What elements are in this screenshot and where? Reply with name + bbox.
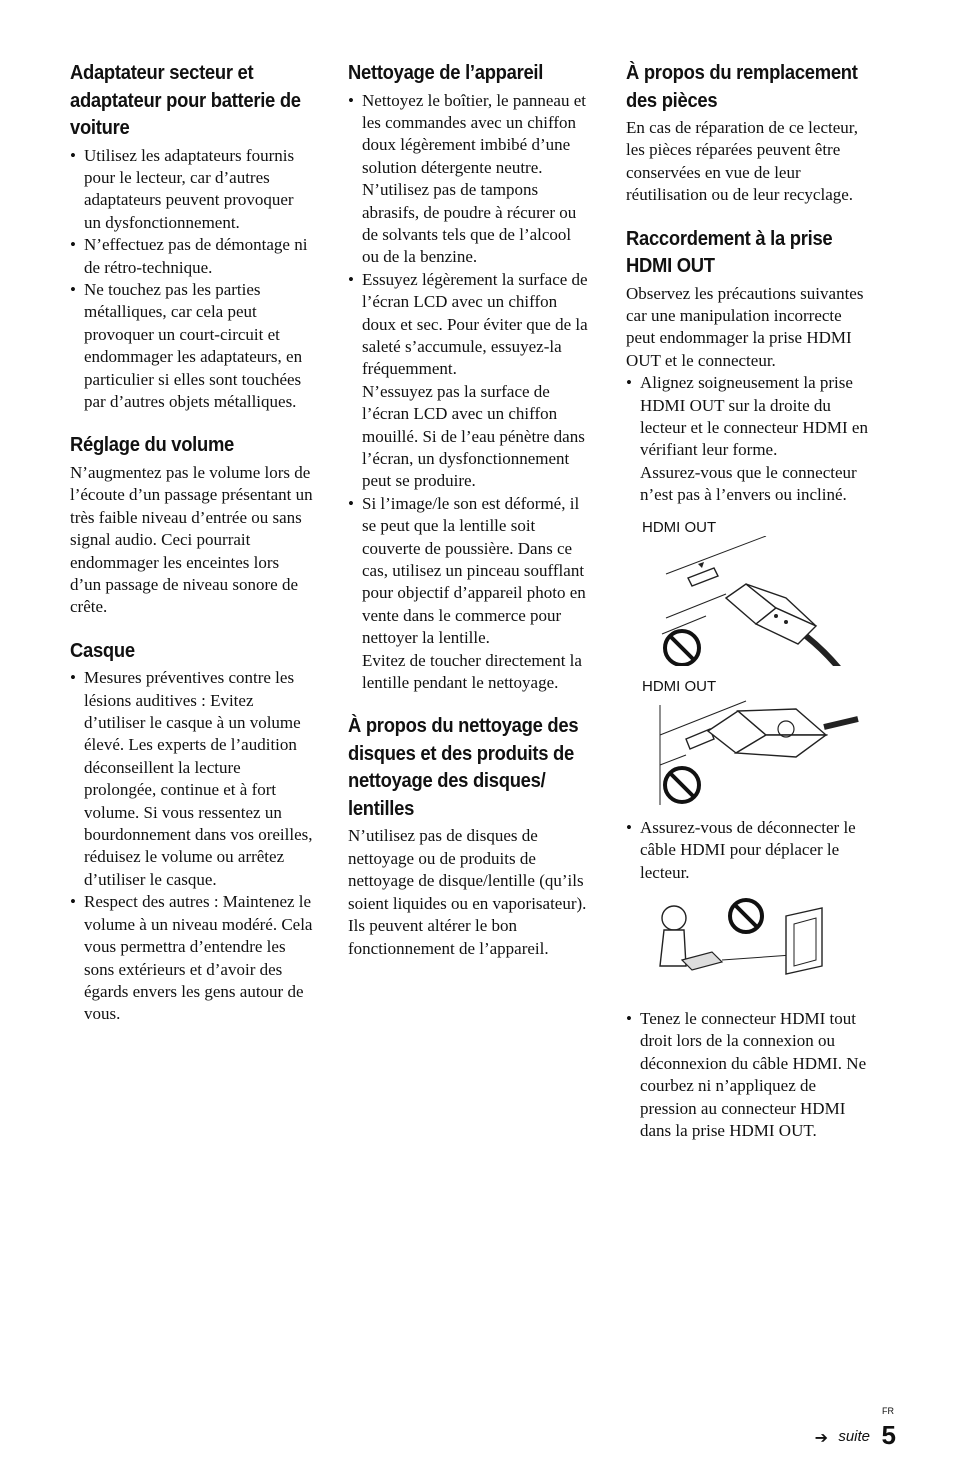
person-moving-player-illustration <box>626 896 866 996</box>
hdmi-out-label: HDMI OUT <box>642 677 717 695</box>
column-1 <box>70 60 314 1045</box>
heading-power-adapter: Adaptateur secteur et adaptateur pour batterie de voiture <box>70 62 301 139</box>
page-footer <box>776 1398 896 1458</box>
section-power-adapter <box>70 60 314 413</box>
list-item: • Nettoyez le boîtier, le panneau et les commandes avec un chiffon doux légèrement imbibé d’une solution détergente neutre. N’utilisez pas de tampons abrasifs, de poudre à récurer ou de solvants tels que de l’alcool ou de la benzine. <box>348 90 592 269</box>
prohibited-icon <box>730 900 762 932</box>
hdmi-connector-illustration <box>626 695 866 805</box>
continued-label: suite <box>838 1428 870 1445</box>
list-item: • Ne touchez pas les parties métalliques, car cela peut provoquer un court-circuit et endommager les adaptateurs, en particulier si elles sont touchées par d’autres objets métalliques. <box>70 279 314 413</box>
heading-disc-cleaning: À propos du nettoyage des disques et des produits de nettoyage des disques/ lentilles <box>348 715 579 820</box>
heading-headphones: Casque <box>70 639 135 662</box>
section-disc-cleaning <box>348 713 592 959</box>
column-3 <box>626 60 870 1161</box>
prohibited-icon <box>665 631 699 665</box>
column-2 <box>348 60 592 979</box>
heading-cleaning: Nettoyage de l’appareil <box>348 62 544 84</box>
paragraph: N’augmentez pas le volume lors de l’écoute d’un passage présentant un très faible niveau d’entrée ou sans signal audio. Ceci pourrait endommager les enceintes lors d’un passage de niveau sonore de crête. <box>70 462 313 617</box>
bullet-list <box>626 1008 870 1142</box>
arrow-right-icon: ➔ <box>814 1428 828 1447</box>
hdmi-connector-illustration <box>626 536 866 666</box>
list-item: • Essuyez légèrement la surface de l’écran LCD avec un chiffon doux et sec. Pour éviter que de la saleté s’accumule, essuyez-la fréquemment. N’essuyez pas la surface de l’écran LCD avec un chiffon mouillé. Si de l’eau pénètre dans l’écran, un dysfonctionnement peut se produire. <box>348 269 592 493</box>
hdmi-figure-moving-player <box>626 896 870 996</box>
section-parts-replacement <box>626 60 870 207</box>
list-item: • Utilisez les adaptateurs fournis pour le lecteur, car d’autres adaptateurs peuvent provoquer un dysfonctionnement. <box>70 145 314 235</box>
section-hdmi <box>626 226 870 1143</box>
hdmi-figure-straight <box>626 519 870 666</box>
list-item: • Alignez soigneusement la prise HDMI OUT sur la droite du lecteur et le connecteur HDMI en vérifiant leur forme. Assurez-vous que le connecteur n’est pas à l’envers ou incliné. <box>626 372 870 506</box>
list-item: • Mesures préventives contre les lésions auditives : Evitez d’utiliser le casque à un volume élevé. Les experts de l’audition déconseillent la lecture prolongée, continue et à fort volume. Si vous ressentez un bourdonnement dans vos oreilles, réduisez le volume ou arrêtez d’utiliser le casque. <box>70 667 314 891</box>
paragraph: N’utilisez pas de disques de nettoyage ou de produits de nettoyage de disque/lentille (qu’ils soient liquides ou en vaporisateur). Ils peuvent altérer le bon fonctionnement de l’appareil. <box>348 826 587 958</box>
list-item: • N’effectuez pas de démontage ni de rétro-technique. <box>70 234 314 279</box>
bullet-list <box>70 667 314 1026</box>
paragraph: En cas de réparation de ce lecteur, les pièces réparées peuvent être conservées en vue de leur réutilisation ou de leur recyclage. <box>626 118 858 205</box>
section-volume <box>70 432 314 618</box>
prohibited-icon <box>665 768 699 802</box>
list-item: • Tenez le connecteur HDMI tout droit lors de la connexion ou déconnexion du câble HDMI. Ne courbez ni n’appliquez de pression au connecteur HDMI dans la prise HDMI OUT. <box>626 1008 870 1142</box>
hdmi-figure-inverted <box>626 678 870 805</box>
list-item-note: Evitez de toucher directement la lentille pendant le nettoyage. <box>362 650 582 693</box>
page-number: 5 <box>881 1420 896 1450</box>
heading-hdmi: Raccordement à la prise HDMI OUT <box>626 227 833 278</box>
paragraph: Observez les précautions suivantes car une manipulation incorrecte peut endommager la prise HDMI OUT et le connecteur. <box>626 283 864 370</box>
language-tag: FR <box>882 1406 894 1416</box>
list-item-note: Assurez-vous que le connecteur n’est pas à l’envers ou incliné. <box>640 462 857 505</box>
section-cleaning <box>348 60 592 694</box>
list-item: • Assurez-vous de déconnecter le câble HDMI pour déplacer le lecteur. <box>626 817 870 884</box>
list-item: • Respect des autres : Maintenez le volume à un niveau modéré. Cela vous permettra d’entendre les sons extérieurs et d’avoir des égards envers les gens autour de vous. <box>70 891 314 1025</box>
bullet-list <box>348 90 592 695</box>
hdmi-out-label: HDMI OUT <box>642 518 717 536</box>
heading-volume: Réglage du volume <box>70 434 235 457</box>
bullet-list <box>626 817 870 884</box>
list-item: • Si l’image/le son est déformé, il se peut que la lentille soit couverte de poussière. Dans ce cas, utilisez un pinceau soufflant pour objectif d’appareil photo en vente dans le commerce pour nettoyer la lentille. Evitez de toucher directement la lentille pendant le nettoyage. <box>348 493 592 695</box>
bullet-list <box>70 145 314 414</box>
bullet-list <box>626 372 870 506</box>
section-headphones <box>70 638 314 1026</box>
heading-parts-replacement: À propos du remplacement des pièces <box>626 62 858 112</box>
list-item-note: N’essuyez pas la surface de l’écran LCD avec un chiffon mouillé. Si de l’eau pénètre dans l’écran, un dysfonctionnement peut se produire. <box>362 381 585 491</box>
